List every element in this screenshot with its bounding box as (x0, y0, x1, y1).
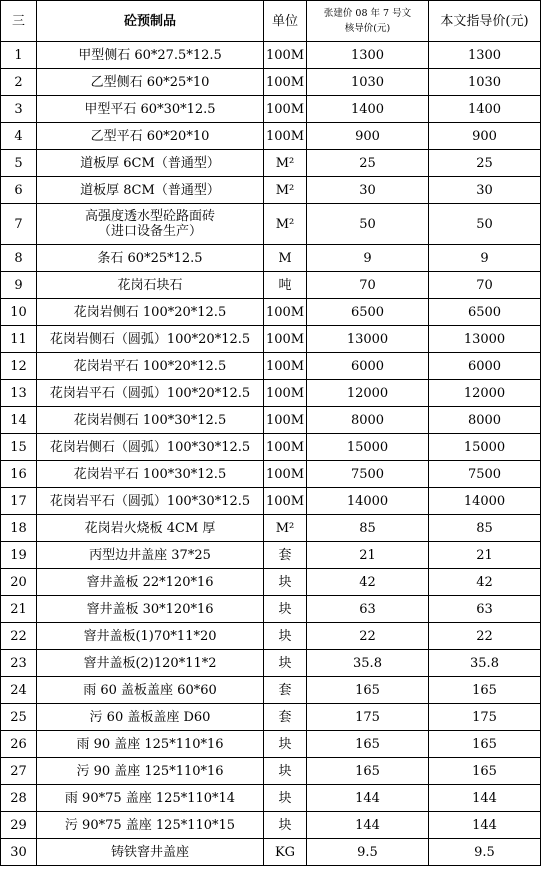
item-name: 污 60 盖板盖座 D60 (37, 704, 264, 731)
table-row (1, 488, 541, 515)
ref-price-cell: 6000 (307, 353, 429, 380)
item-name: 花岗石块石 (37, 272, 264, 299)
item-name: 条石 60*25*12.5 (37, 245, 264, 272)
ref-price-cell: 9.5 (307, 839, 429, 866)
table-row (1, 758, 541, 785)
unit-cell: M² (264, 150, 307, 177)
row-number: 27 (1, 758, 37, 785)
header-ref-price-line1: 张建价 08 年 7 号文 (323, 8, 412, 19)
table-row (1, 380, 541, 407)
guide-price-cell: 70 (429, 272, 541, 299)
row-number: 18 (1, 515, 37, 542)
unit-cell: 100M (264, 380, 307, 407)
row-number: 15 (1, 434, 37, 461)
unit-cell: 100M (264, 461, 307, 488)
table-row (1, 42, 541, 69)
unit-cell: 100M (264, 488, 307, 515)
ref-price-cell: 13000 (307, 326, 429, 353)
table-row (1, 623, 541, 650)
table-row (1, 326, 541, 353)
table-row (1, 245, 541, 272)
unit-cell: 100M (264, 42, 307, 69)
table-row (1, 785, 541, 812)
row-number: 5 (1, 150, 37, 177)
ref-price-cell: 15000 (307, 434, 429, 461)
unit-cell: M² (264, 204, 307, 245)
unit-cell: 块 (264, 731, 307, 758)
table-row (1, 596, 541, 623)
item-name: 花岗岩侧石 100*30*12.5 (37, 407, 264, 434)
guide-price-cell: 165 (429, 758, 541, 785)
guide-price-cell: 35.8 (429, 650, 541, 677)
guide-price-cell: 12000 (429, 380, 541, 407)
item-name: 甲型侧石 60*27.5*12.5 (37, 42, 264, 69)
row-number: 6 (1, 177, 37, 204)
unit-cell: 100M (264, 407, 307, 434)
guide-price-cell: 6000 (429, 353, 541, 380)
unit-cell: M (264, 245, 307, 272)
row-number: 19 (1, 542, 37, 569)
ref-price-cell: 165 (307, 758, 429, 785)
ref-price-cell: 70 (307, 272, 429, 299)
item-name: 污 90 盖座 125*110*16 (37, 758, 264, 785)
row-number: 26 (1, 731, 37, 758)
table-row (1, 123, 541, 150)
guide-price-cell: 15000 (429, 434, 541, 461)
row-number: 2 (1, 69, 37, 96)
ref-price-cell: 85 (307, 515, 429, 542)
guide-price-cell: 8000 (429, 407, 541, 434)
ref-price-cell: 8000 (307, 407, 429, 434)
table-row (1, 299, 541, 326)
guide-price-cell: 900 (429, 123, 541, 150)
table-row (1, 569, 541, 596)
ref-price-cell: 50 (307, 204, 429, 245)
ref-price-cell: 21 (307, 542, 429, 569)
row-number: 24 (1, 677, 37, 704)
guide-price-cell: 6500 (429, 299, 541, 326)
row-number: 17 (1, 488, 37, 515)
guide-price-cell: 1030 (429, 69, 541, 96)
ref-price-cell: 1030 (307, 69, 429, 96)
ref-price-cell: 165 (307, 677, 429, 704)
item-name: 甲型平石 60*30*12.5 (37, 96, 264, 123)
header-ref-price-line2: 核导价(元) (344, 23, 391, 34)
ref-price-cell: 14000 (307, 488, 429, 515)
guide-price-cell: 22 (429, 623, 541, 650)
ref-price-cell: 165 (307, 731, 429, 758)
item-name: 花岗岩侧石（圆弧）100*30*12.5 (37, 434, 264, 461)
row-number: 22 (1, 623, 37, 650)
table-row (1, 731, 541, 758)
unit-cell: 块 (264, 758, 307, 785)
unit-cell: M² (264, 515, 307, 542)
guide-price-cell: 165 (429, 731, 541, 758)
ref-price-cell: 22 (307, 623, 429, 650)
row-number: 12 (1, 353, 37, 380)
row-number: 8 (1, 245, 37, 272)
unit-cell: 100M (264, 299, 307, 326)
unit-cell: 套 (264, 542, 307, 569)
unit-cell: 100M (264, 123, 307, 150)
row-number: 11 (1, 326, 37, 353)
guide-price-cell: 9 (429, 245, 541, 272)
table-row (1, 704, 541, 731)
table-row (1, 177, 541, 204)
row-number: 29 (1, 812, 37, 839)
table-row (1, 272, 541, 299)
guide-price-cell: 9.5 (429, 839, 541, 866)
ref-price-cell: 30 (307, 177, 429, 204)
guide-price-cell: 13000 (429, 326, 541, 353)
ref-price-cell: 900 (307, 123, 429, 150)
item-name: 污 90*75 盖座 125*110*15 (37, 812, 264, 839)
item-name: 花岗岩火烧板 4CM 厚 (37, 515, 264, 542)
ref-price-cell: 63 (307, 596, 429, 623)
unit-cell: 套 (264, 704, 307, 731)
guide-price-cell: 50 (429, 204, 541, 245)
header-ref-price (307, 1, 429, 42)
header-guide-price: 本文指导价(元) (429, 1, 541, 42)
item-name: 道板厚 8CM（普通型） (37, 177, 264, 204)
item-name: 乙型侧石 60*25*10 (37, 69, 264, 96)
guide-price-cell: 30 (429, 177, 541, 204)
header-item: 砼预制品 (37, 1, 264, 42)
item-name: 花岗岩侧石（圆弧）100*20*12.5 (37, 326, 264, 353)
table-row (1, 650, 541, 677)
row-number: 9 (1, 272, 37, 299)
table-row (1, 812, 541, 839)
ref-price-cell: 12000 (307, 380, 429, 407)
row-number: 3 (1, 96, 37, 123)
row-number: 16 (1, 461, 37, 488)
row-number: 21 (1, 596, 37, 623)
row-number: 4 (1, 123, 37, 150)
ref-price-cell: 1300 (307, 42, 429, 69)
item-name: 花岗岩侧石 100*20*12.5 (37, 299, 264, 326)
row-number: 30 (1, 839, 37, 866)
ref-price-cell: 25 (307, 150, 429, 177)
header-row (1, 1, 541, 42)
item-name: 窨井盖板(1)70*11*20 (37, 623, 264, 650)
table-row (1, 96, 541, 123)
item-name: 乙型平石 60*20*10 (37, 123, 264, 150)
unit-cell: KG (264, 839, 307, 866)
guide-price-cell: 85 (429, 515, 541, 542)
ref-price-cell: 6500 (307, 299, 429, 326)
guide-price-cell: 144 (429, 812, 541, 839)
item-name: 道板厚 6CM（普通型） (37, 150, 264, 177)
item-name: 铸铁窨井盖座 (37, 839, 264, 866)
item-name: 花岗岩平石 100*20*12.5 (37, 353, 264, 380)
row-number: 28 (1, 785, 37, 812)
item-name: 花岗岩平石（圆弧）100*30*12.5 (37, 488, 264, 515)
table-row (1, 69, 541, 96)
item-name: 雨 90 盖座 125*110*16 (37, 731, 264, 758)
unit-cell: 块 (264, 596, 307, 623)
row-number: 7 (1, 204, 37, 245)
item-name-line2: （进口设备生产） (97, 224, 202, 239)
table-row (1, 461, 541, 488)
unit-cell: 100M (264, 96, 307, 123)
unit-cell: 100M (264, 326, 307, 353)
row-number: 23 (1, 650, 37, 677)
unit-cell: M² (264, 177, 307, 204)
row-number: 20 (1, 569, 37, 596)
guide-price-cell: 165 (429, 677, 541, 704)
unit-cell: 块 (264, 623, 307, 650)
guide-price-cell: 14000 (429, 488, 541, 515)
guide-price-cell: 175 (429, 704, 541, 731)
row-number: 14 (1, 407, 37, 434)
header-unit: 单位 (264, 1, 307, 42)
guide-price-cell: 42 (429, 569, 541, 596)
unit-cell: 100M (264, 69, 307, 96)
ref-price-cell: 175 (307, 704, 429, 731)
table-row (1, 353, 541, 380)
table-row (1, 515, 541, 542)
unit-cell: 100M (264, 434, 307, 461)
row-number: 13 (1, 380, 37, 407)
unit-cell: 吨 (264, 272, 307, 299)
table-row (1, 407, 541, 434)
unit-cell: 块 (264, 569, 307, 596)
ref-price-cell: 42 (307, 569, 429, 596)
ref-price-cell: 7500 (307, 461, 429, 488)
unit-cell: 套 (264, 677, 307, 704)
ref-price-cell: 35.8 (307, 650, 429, 677)
ref-price-cell: 1400 (307, 96, 429, 123)
unit-cell: 块 (264, 812, 307, 839)
item-name-line1: 高强度透水型砼路面砖 (84, 209, 215, 224)
item-name: 雨 60 盖板盖座 60*60 (37, 677, 264, 704)
ref-price-cell: 144 (307, 785, 429, 812)
guide-price-cell: 25 (429, 150, 541, 177)
item-name (37, 204, 264, 245)
unit-cell: 100M (264, 353, 307, 380)
guide-price-cell: 21 (429, 542, 541, 569)
ref-price-cell: 144 (307, 812, 429, 839)
item-name: 窨井盖板(2)120*11*2 (37, 650, 264, 677)
item-name: 窨井盖板 22*120*16 (37, 569, 264, 596)
table-row (1, 434, 541, 461)
table-row (1, 677, 541, 704)
guide-price-cell: 1400 (429, 96, 541, 123)
item-name: 花岗岩平石（圆弧）100*20*12.5 (37, 380, 264, 407)
row-number: 10 (1, 299, 37, 326)
table-row (1, 839, 541, 866)
row-number: 1 (1, 42, 37, 69)
guide-price-cell: 7500 (429, 461, 541, 488)
unit-cell: 块 (264, 785, 307, 812)
guide-price-cell: 63 (429, 596, 541, 623)
unit-cell: 块 (264, 650, 307, 677)
item-name: 丙型边井盖座 37*25 (37, 542, 264, 569)
ref-price-cell: 9 (307, 245, 429, 272)
header-section: 三 (1, 1, 37, 42)
item-name: 雨 90*75 盖座 125*110*14 (37, 785, 264, 812)
table-row (1, 542, 541, 569)
guide-price-cell: 1300 (429, 42, 541, 69)
row-number: 25 (1, 704, 37, 731)
item-name: 窨井盖板 30*120*16 (37, 596, 264, 623)
guide-price-cell: 144 (429, 785, 541, 812)
table-row (1, 150, 541, 177)
item-name: 花岗岩平石 100*30*12.5 (37, 461, 264, 488)
table-row (1, 204, 541, 245)
